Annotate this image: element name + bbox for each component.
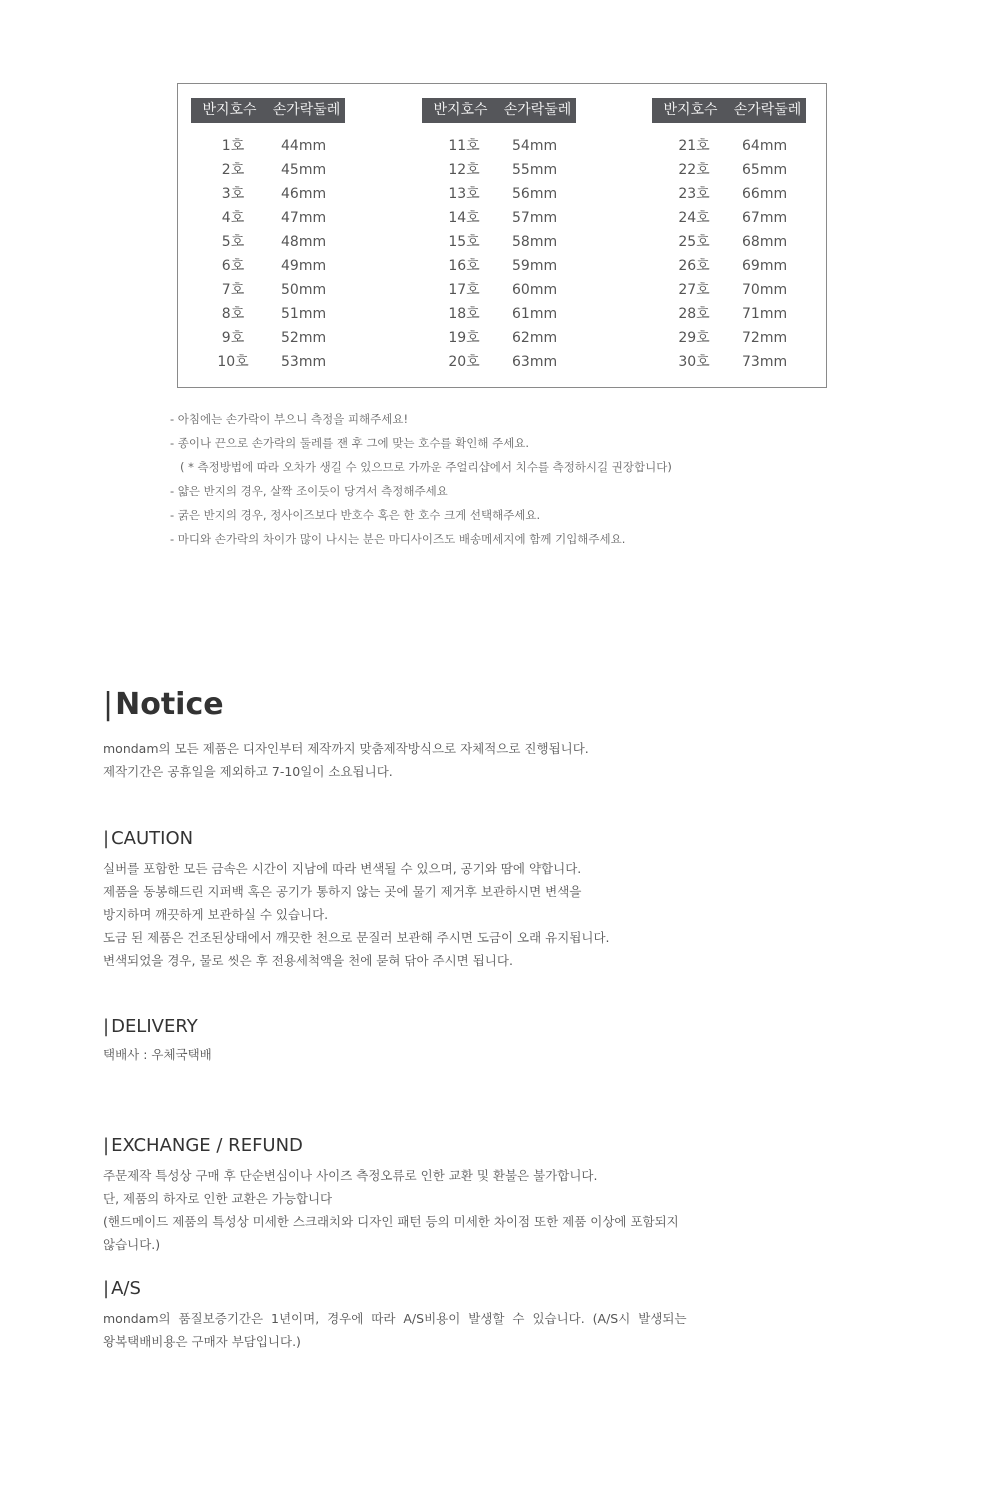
finger-circumference: 50mm <box>281 282 327 298</box>
measurement-notes <box>170 407 672 551</box>
caution-line: 방지하며 깨끗하게 보관하실 수 있습니다. <box>103 907 329 922</box>
finger-circumference: 53mm <box>281 354 327 370</box>
ring-size-number: 7호 <box>221 282 245 298</box>
finger-circumference: 63mm <box>512 354 558 370</box>
size-row <box>191 302 345 326</box>
size-row <box>191 134 345 158</box>
size-table-header <box>191 98 345 123</box>
size-row <box>652 302 806 326</box>
ring-size-number: 6호 <box>221 258 245 274</box>
finger-circumference: 59mm <box>512 258 558 274</box>
finger-circumference: 67mm <box>742 210 788 226</box>
size-table-header <box>652 98 806 123</box>
as-title: | A/S <box>103 1278 141 1299</box>
finger-circumference: 55mm <box>512 162 558 178</box>
size-row <box>652 158 806 182</box>
size-row <box>652 206 806 230</box>
finger-circumference: 45mm <box>281 162 327 178</box>
ring-size-table <box>177 83 827 388</box>
finger-circumference: 54mm <box>512 138 558 154</box>
ring-size-number: 30호 <box>678 354 710 370</box>
size-row <box>422 230 576 254</box>
finger-circumference: 49mm <box>281 258 327 274</box>
note-line: - 아침에는 손가락이 부으니 측정을 피해주세요! <box>170 412 409 426</box>
ring-size-number: 8호 <box>221 306 245 322</box>
header-ring-size: 반지호수 <box>663 102 718 118</box>
size-row <box>422 278 576 302</box>
ring-size-number: 9호 <box>221 330 245 346</box>
finger-circumference: 71mm <box>742 306 788 322</box>
note-line: - 종이나 끈으로 손가락의 둘레를 잰 후 그에 맞는 호수를 확인해 주세요. <box>170 436 530 450</box>
size-rows <box>191 134 345 374</box>
finger-circumference: 58mm <box>512 234 558 250</box>
notice-title: |Notice <box>103 687 224 722</box>
ring-size-number: 14호 <box>448 210 480 226</box>
ring-size-number: 3호 <box>221 186 245 202</box>
size-row <box>191 206 345 230</box>
finger-circumference: 56mm <box>512 186 558 202</box>
finger-circumference: 72mm <box>742 330 788 346</box>
size-row <box>652 326 806 350</box>
size-row <box>422 302 576 326</box>
ring-size-number: 4호 <box>221 210 245 226</box>
header-ring-size: 반지호수 <box>433 102 488 118</box>
size-row <box>422 206 576 230</box>
exchange-line: (핸드메이드 제품의 특성상 미세한 스크래치와 디자인 패턴 등의 미세한 차이점 또한 제품 이상에 포함되지 <box>103 1214 679 1229</box>
size-rows <box>652 134 806 374</box>
caution-line: 변색되었을 경우, 물로 씻은 후 전용세척액을 천에 묻혀 닦아 주시면 됩니다. <box>103 953 513 968</box>
notice-line: mondam의 모든 제품은 디자인부터 제작까지 맞춤제작방식으로 자체적으로 진행됩니다. <box>103 741 589 756</box>
ring-size-number: 2호 <box>221 162 245 178</box>
ring-size-number: 21호 <box>678 138 710 154</box>
as-line: mondam의 품질보증기간은 1년이며, 경우에 따라 A/S비용이 발생할 수 있습니다. (A/S시 발생되는 <box>103 1311 687 1326</box>
ring-size-number: 11호 <box>448 138 480 154</box>
size-row <box>422 326 576 350</box>
header-circumference: 손가락둘레 <box>272 102 341 118</box>
ring-size-number: 26호 <box>678 258 710 274</box>
size-row <box>652 182 806 206</box>
size-row <box>422 182 576 206</box>
ring-size-number: 24호 <box>678 210 710 226</box>
finger-circumference: 51mm <box>281 306 327 322</box>
delivery-title: | DELIVERY <box>103 1016 198 1037</box>
size-row <box>422 254 576 278</box>
finger-circumference: 46mm <box>281 186 327 202</box>
ring-size-number: 18호 <box>448 306 480 322</box>
delivery-section <box>103 1014 212 1066</box>
header-circumference: 손가락둘레 <box>503 102 572 118</box>
size-row <box>652 350 806 374</box>
ring-size-number: 15호 <box>448 234 480 250</box>
finger-circumference: 68mm <box>742 234 788 250</box>
ring-size-number: 27호 <box>678 282 710 298</box>
finger-circumference: 60mm <box>512 282 558 298</box>
size-row <box>191 230 345 254</box>
ring-size-number: 13호 <box>448 186 480 202</box>
size-column-3 <box>652 98 806 374</box>
delivery-line: 택배사 : 우체국택배 <box>103 1047 212 1062</box>
size-row <box>191 326 345 350</box>
caution-title: | CAUTION <box>103 828 194 849</box>
exchange-section <box>103 1133 679 1256</box>
finger-circumference: 66mm <box>742 186 788 202</box>
ring-size-number: 10호 <box>217 354 249 370</box>
ring-size-number: 1호 <box>221 138 245 154</box>
ring-size-number: 20호 <box>448 354 480 370</box>
note-line: ( * 측정방법에 따라 오차가 생길 수 있으므로 가까운 주얼리샵에서 치수를 측정하시길 권장합니다) <box>180 460 672 474</box>
exchange-line: 주문제작 특성상 구매 후 단순변심이나 사이즈 측정오류로 인한 교환 및 환불은 불가합니다. <box>103 1168 598 1183</box>
caution-line: 제품을 동봉해드린 지퍼백 혹은 공기가 통하지 않는 곳에 물기 제거후 보관하시면 변색을 <box>103 884 582 899</box>
ring-size-number: 16호 <box>448 258 480 274</box>
exchange-title: | EXCHANGE / REFUND <box>103 1135 303 1156</box>
note-line: - 굵은 반지의 경우, 정사이즈보다 반호수 혹은 한 호수 크게 선택해주세요. <box>170 508 541 522</box>
finger-circumference: 47mm <box>281 210 327 226</box>
size-row <box>191 254 345 278</box>
caution-line: 도금 된 제품은 건조된상태에서 깨끗한 천으로 문질러 보관해 주시면 도금이 오래 유지됩니다. <box>103 930 610 945</box>
size-row <box>422 350 576 374</box>
ring-size-number: 5호 <box>221 234 245 250</box>
ring-size-number: 19호 <box>448 330 480 346</box>
size-table-header <box>422 98 576 123</box>
size-rows <box>422 134 576 374</box>
size-column-2 <box>422 98 576 374</box>
header-circumference: 손가락둘레 <box>733 102 802 118</box>
finger-circumference: 61mm <box>512 306 558 322</box>
ring-size-number: 22호 <box>678 162 710 178</box>
as-line: 왕복택배비용은 구매자 부담입니다.) <box>103 1334 301 1349</box>
ring-size-number: 17호 <box>448 282 480 298</box>
note-line: - 마디와 손가락의 차이가 많이 나시는 분은 마디사이즈도 배송메세지에 함께 기입해주세요. <box>170 532 626 546</box>
ring-size-number: 28호 <box>678 306 710 322</box>
finger-circumference: 65mm <box>742 162 788 178</box>
size-row <box>191 182 345 206</box>
size-row <box>652 230 806 254</box>
size-row <box>652 278 806 302</box>
size-row <box>652 254 806 278</box>
ring-size-number: 12호 <box>448 162 480 178</box>
finger-circumference: 64mm <box>742 138 788 154</box>
size-column-1 <box>191 98 345 374</box>
finger-circumference: 44mm <box>281 138 327 154</box>
finger-circumference: 57mm <box>512 210 558 226</box>
caution-line: 실버를 포함한 모든 금속은 시간이 지남에 따라 변색될 수 있으며, 공기와 땀에 약합니다. <box>103 861 582 876</box>
finger-circumference: 48mm <box>281 234 327 250</box>
note-line: - 얇은 반지의 경우, 살짝 조이듯이 당겨서 측정해주세요 <box>170 484 448 498</box>
finger-circumference: 52mm <box>281 330 327 346</box>
finger-circumference: 73mm <box>742 354 788 370</box>
notice-line: 제작기간은 공휴일을 제외하고 7-10일이 소요됩니다. <box>103 764 393 779</box>
notice-section <box>103 685 589 783</box>
exchange-line: 않습니다.) <box>103 1237 161 1252</box>
ring-size-number: 25호 <box>678 234 710 250</box>
size-row <box>652 134 806 158</box>
header-ring-size: 반지호수 <box>202 102 257 118</box>
size-row <box>422 134 576 158</box>
size-row <box>191 350 345 374</box>
ring-size-number: 23호 <box>678 186 710 202</box>
finger-circumference: 70mm <box>742 282 788 298</box>
size-row <box>422 158 576 182</box>
finger-circumference: 69mm <box>742 258 788 274</box>
size-row <box>191 158 345 182</box>
size-row <box>191 278 345 302</box>
ring-size-number: 29호 <box>678 330 710 346</box>
exchange-line: 단, 제품의 하자로 인한 교환은 가능합니다 <box>103 1191 333 1206</box>
caution-section <box>103 826 610 972</box>
finger-circumference: 62mm <box>512 330 558 346</box>
as-section <box>103 1276 687 1353</box>
